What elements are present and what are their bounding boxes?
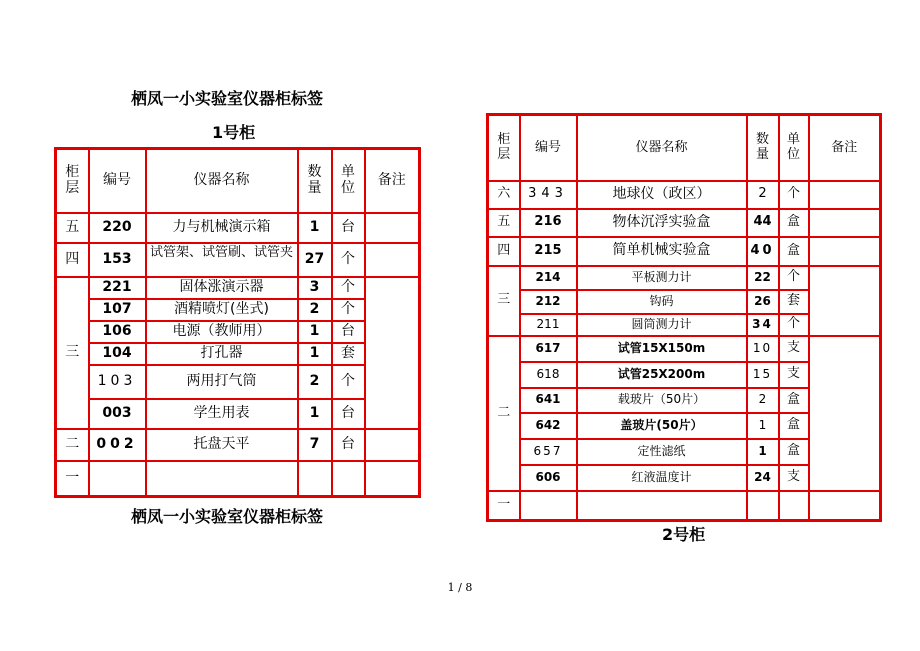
qty-cell	[298, 461, 332, 497]
name-cell: 酒精喷灯(坐式)	[146, 299, 298, 321]
qty-cell: 1	[747, 413, 779, 439]
qty-cell: 7	[298, 429, 332, 461]
qty-cell: 24	[747, 465, 779, 491]
name-cell: 学生用表	[146, 399, 298, 429]
left-cabinet-label: 1号柜	[212, 123, 256, 142]
note-cell	[365, 429, 420, 461]
unit-cell: 个	[332, 277, 365, 299]
name-cell: 两用打气筒	[146, 365, 298, 399]
name-cell: 固体涨演示器	[146, 277, 298, 299]
table-row	[56, 213, 420, 243]
qty-cell: 1	[298, 321, 332, 343]
note-cell	[365, 243, 420, 277]
name-cell: 试管15X150m	[577, 336, 747, 362]
table-row	[488, 181, 881, 209]
right-cabinet-label: 2号柜	[662, 525, 706, 544]
layer-cell: 二	[488, 336, 520, 491]
name-cell: 物体沉浮实验盒	[577, 209, 747, 237]
header-name: 仪器名称	[146, 149, 298, 213]
table-row	[56, 277, 420, 299]
note-cell	[809, 209, 881, 237]
qty-cell: 26	[747, 290, 779, 314]
qty-cell: 27	[298, 243, 332, 277]
note-cell	[365, 213, 420, 243]
header-qty: 数量	[747, 115, 779, 181]
code-cell: 617	[520, 336, 577, 362]
code-cell: 657	[520, 439, 577, 465]
header-unit: 单位	[332, 149, 365, 213]
name-cell: 盖玻片(50片）	[577, 413, 747, 439]
table-row	[488, 209, 881, 237]
name-cell: 红液温度计	[577, 465, 747, 491]
layer-cell: 三	[488, 266, 520, 336]
layer-cell: 四	[56, 243, 89, 277]
table-row	[488, 237, 881, 266]
layer-cell: 二	[56, 429, 89, 461]
qty-cell: 40	[747, 237, 779, 266]
header-layer: 柜层	[56, 149, 89, 213]
qty-cell: 2	[747, 388, 779, 413]
name-cell: 圆筒测力计	[577, 314, 747, 336]
unit-cell: 支	[779, 336, 809, 362]
code-cell: 220	[89, 213, 146, 243]
code-cell: 103	[89, 365, 146, 399]
qty-cell: 1	[298, 399, 332, 429]
name-text: 试管架、试管刷、试管夹	[149, 244, 293, 260]
name-cell: 打孔器	[146, 343, 298, 365]
unit-cell: 支	[779, 465, 809, 491]
unit-cell: 个	[332, 299, 365, 321]
note-cell	[809, 181, 881, 209]
table-row	[488, 336, 881, 362]
table-row	[56, 429, 420, 461]
name-cell: 试管25X200m	[577, 362, 747, 388]
unit-cell: 个	[779, 181, 809, 209]
code-cell: 153	[89, 243, 146, 277]
header-qty: 数量	[298, 149, 332, 213]
unit-cell: 台	[332, 429, 365, 461]
page-number: 1 / 8	[447, 581, 473, 594]
layer-cell: 五	[56, 213, 89, 243]
code-cell: 212	[520, 290, 577, 314]
qty-cell: 44	[747, 209, 779, 237]
name-cell	[146, 243, 298, 277]
code-cell: 618	[520, 362, 577, 388]
name-cell: 托盘天平	[146, 429, 298, 461]
code-cell	[89, 461, 146, 497]
header-code: 编号	[89, 149, 146, 213]
name-cell: 钩码	[577, 290, 747, 314]
note-cell	[809, 491, 881, 521]
unit-cell: 支	[779, 362, 809, 388]
note-cell	[365, 277, 420, 429]
unit-cell: 盒	[779, 209, 809, 237]
name-cell	[146, 461, 298, 497]
layer-cell: 四	[488, 237, 520, 266]
cabinet-1-table	[54, 147, 421, 498]
name-cell	[577, 491, 747, 521]
unit-cell: 个	[332, 243, 365, 277]
qty-cell: 10	[747, 336, 779, 362]
name-cell: 载玻片（50片）	[577, 388, 747, 413]
name-cell: 定性滤纸	[577, 439, 747, 465]
code-cell: 104	[89, 343, 146, 365]
unit-cell: 套	[779, 290, 809, 314]
unit-cell: 盒	[779, 388, 809, 413]
header-code: 编号	[520, 115, 577, 181]
header-note: 备注	[365, 149, 420, 213]
cabinet-2-table	[486, 113, 882, 522]
name-cell: 力与机械演示箱	[146, 213, 298, 243]
unit-cell: 盒	[779, 237, 809, 266]
table-row	[488, 491, 881, 521]
unit-cell: 台	[332, 399, 365, 429]
table-row	[488, 266, 881, 290]
name-cell: 地球仪（政区）	[577, 181, 747, 209]
unit-cell: 套	[332, 343, 365, 365]
code-cell: 002	[89, 429, 146, 461]
qty-cell: 2	[747, 181, 779, 209]
code-cell: 343	[520, 181, 577, 209]
header-note: 备注	[809, 115, 881, 181]
code-cell: 606	[520, 465, 577, 491]
header-name: 仪器名称	[577, 115, 747, 181]
code-cell: 641	[520, 388, 577, 413]
qty-cell: 1	[298, 213, 332, 243]
note-cell	[809, 237, 881, 266]
code-cell: 211	[520, 314, 577, 336]
layer-cell: 三	[56, 277, 89, 429]
code-cell: 107	[89, 299, 146, 321]
name-cell: 电源（教师用）	[146, 321, 298, 343]
unit-cell: 盒	[779, 439, 809, 465]
unit-cell	[779, 491, 809, 521]
header-unit: 单位	[779, 115, 809, 181]
code-cell	[520, 491, 577, 521]
qty-cell: 22	[747, 266, 779, 290]
note-cell	[809, 336, 881, 491]
code-cell: 215	[520, 237, 577, 266]
code-cell: 642	[520, 413, 577, 439]
qty-cell: 15	[747, 362, 779, 388]
qty-cell	[747, 491, 779, 521]
layer-cell: 一	[488, 491, 520, 521]
unit-cell: 盒	[779, 413, 809, 439]
qty-cell: 34	[747, 314, 779, 336]
name-cell: 平板测力计	[577, 266, 747, 290]
qty-cell: 2	[298, 299, 332, 321]
note-cell	[365, 461, 420, 497]
note-cell	[809, 266, 881, 336]
qty-cell: 3	[298, 277, 332, 299]
layer-cell: 五	[488, 209, 520, 237]
name-cell: 简单机械实验盒	[577, 237, 747, 266]
code-cell: 214	[520, 266, 577, 290]
qty-cell: 1	[298, 343, 332, 365]
unit-cell: 个	[332, 365, 365, 399]
unit-cell	[332, 461, 365, 497]
layer-cell: 六	[488, 181, 520, 209]
header-layer: 柜层	[488, 115, 520, 181]
table-row	[56, 243, 420, 277]
qty-cell: 2	[298, 365, 332, 399]
unit-cell: 个	[779, 266, 809, 290]
table-row	[56, 461, 420, 497]
left-title-top: 栖凤一小实验室仪器柜标签	[131, 89, 324, 108]
unit-cell: 台	[332, 213, 365, 243]
code-cell: 106	[89, 321, 146, 343]
left-title-bottom: 栖凤一小实验室仪器柜标签	[131, 507, 324, 526]
unit-cell: 个	[779, 314, 809, 336]
unit-cell: 台	[332, 321, 365, 343]
qty-cell: 1	[747, 439, 779, 465]
code-cell: 216	[520, 209, 577, 237]
code-cell: 003	[89, 399, 146, 429]
code-cell: 221	[89, 277, 146, 299]
layer-cell: 一	[56, 461, 89, 497]
